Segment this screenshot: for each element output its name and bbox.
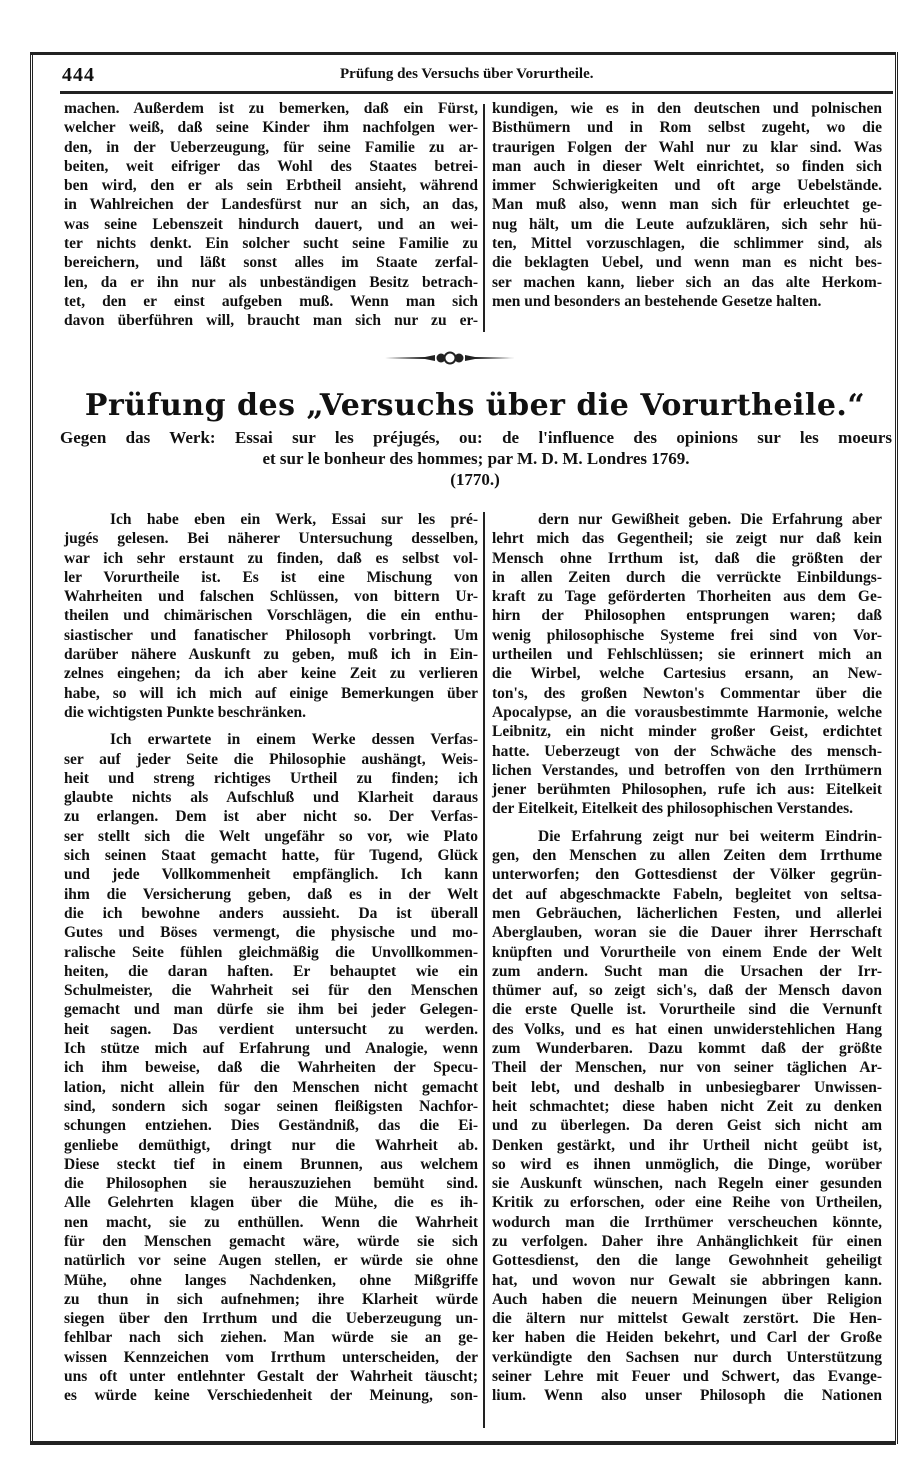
text-line: den, in der Ueberzeugung, für seine Familie zu ar-: [64, 138, 478, 156]
body-right-column: [492, 510, 882, 1406]
text-line: so wird es ihnen unmöglich, die Dinge, worüber: [492, 1155, 882, 1173]
article-subtitle-line1: Gegen das Werk: Essai sur les préjugés, ou: de l'influence des opinions sur les moeurs: [60, 428, 892, 447]
text-line: lation, nicht allein für den Menschen nicht gemacht: [64, 1078, 478, 1096]
text-line: Mensch ohne Irrthum ist, daß die größten der: [492, 549, 882, 567]
text-line: zu erlangen. Dem ist aber nicht so. Der Verfas-: [64, 808, 478, 826]
text-line: in allen Zeiten durch die verrückte Einbildungs-: [492, 568, 882, 586]
paragraph-gap: [64, 722, 478, 730]
top-left-column: [64, 99, 478, 331]
page-number: 444: [62, 64, 95, 86]
text-line: Schulmeister, die Wahrheit sei für den Menschen: [64, 982, 478, 1000]
text-line: und zu überlegen. Da deren Geist sich nicht am: [492, 1117, 882, 1135]
text-line: Ich habe eben ein Werk, Essai sur les pré-: [110, 511, 478, 528]
text-line: lium. Wenn also unser Philosoph die Nationen: [492, 1387, 882, 1405]
text-line: die ältern nur mittelst Gewalt zerstört. Die Hen-: [492, 1310, 882, 1328]
text-line: ihm die Versicherung geben, daß es in der Welt: [64, 885, 478, 903]
header-rule: [60, 91, 893, 94]
text-line: Wahrheiten und falschen Schlüssen, von bittern Ur-: [64, 588, 478, 606]
text-line: verkündigte den Sachsen nur durch Unterstützung: [492, 1348, 882, 1366]
text-line: Ich stütze mich auf Erfahrung und Analogie, wenn: [64, 1040, 478, 1058]
text-line: kundigen, wie es in den deutschen und polnischen: [492, 100, 882, 117]
text-line: ter nichts denkt. Ein solcher sucht seine Familie zu: [64, 235, 478, 253]
text-line: ser machen kann, lieber sich an das alte Herkom-: [492, 273, 882, 291]
text-line: immer Schwierigkeiten und oft arge Uebelstände.: [492, 177, 882, 195]
text-line: die ich bewohne anders aussieht. Da ist überall: [64, 904, 478, 922]
text-line: Man muß also, wenn man sich für erleuchtet ge-: [492, 196, 882, 214]
text-line: dern nur Gewißheit geben. Die Erfahrung aber: [538, 511, 882, 528]
text-line: jugés gelesen. Bei näherer Untersuchung desselben,: [64, 530, 478, 548]
text-line: beiten, weit eifriger das Wohl des Staates betrei-: [64, 157, 478, 175]
text-line: heit und streng richtiges Urtheil zu finden; ich: [64, 769, 478, 787]
text-line: nen macht, sie zu enthüllen. Wenn die Wahrheit: [64, 1213, 478, 1231]
text-line: hirn der Philosophen entsprungen waren; daß: [492, 607, 882, 625]
text-line: in Wahlreichen der Landesfürst nur an sich, an das,: [64, 196, 478, 214]
text-line: davon überführen will, braucht man sich nur zu er-: [64, 312, 478, 330]
text-line: ler Vorurtheile ist. Es ist eine Mischung von: [64, 568, 478, 586]
text-line: urtheilen und Fehlschlüssen; sie erinnert mich an: [492, 646, 882, 664]
text-line: machen. Außerdem ist zu bemerken, daß ein Fürst,: [64, 100, 478, 117]
top-rule: [30, 52, 896, 55]
column-divider: [483, 104, 485, 332]
text-line: men und besonders an bestehende Gesetze halten.: [492, 292, 822, 310]
text-line: ton's, des großen Newton's Commentar über die: [492, 684, 882, 702]
text-line: ser auf jeder Seite die Philosophie aushängt, Weis-: [64, 750, 478, 768]
text-line: schungen entziehen. Dies Geständniß, das die Ei-: [64, 1117, 478, 1135]
text-line: die beklagten Uebel, und wenn man es nicht bes-: [492, 254, 882, 272]
text-line: Gottesdienst, den die lange Gewohnheit geheiligt: [492, 1252, 882, 1270]
text-line: heit sagen. Das verdient untersucht zu werden.: [64, 1020, 478, 1038]
text-line: theilen und chimärischen Vorschlägen, die ein enthu-: [64, 607, 478, 625]
text-line: nug hält, um die Leute aufzuklären, sich sehr hü-: [492, 215, 882, 233]
text-line: heit schmachtet; diese haben nicht Zeit zu denken: [492, 1097, 882, 1115]
text-line: zelnes eingehen; da ich aber keine Zeit zu verlieren: [64, 665, 478, 683]
text-line: hat, und wovon nur Gewalt sie abbringen kann.: [492, 1271, 882, 1289]
text-line: sich seinen Staat gemacht hatte, für Tugend, Glück: [64, 847, 478, 865]
text-line: welcher weiß, daß seine Kinder ihm nachfolgen wer-: [64, 119, 478, 137]
text-line: Die Erfahrung zeigt nur bei weiterm Eindrin-: [538, 827, 882, 845]
text-line: heiten, die daran haften. Er behauptet wie ein: [64, 962, 478, 980]
text-line: siastischer und fanatischer Philosoph vorbringt. Um: [64, 626, 478, 644]
text-line: war ich sehr erstaunt zu finden, daß es selbst vol-: [64, 549, 478, 567]
text-line: darüber nähere Auskunft zu geben, muß ich in Ein-: [64, 646, 478, 664]
text-line: ben wird, den er als sein Erbtheil ansieht, während: [64, 177, 478, 195]
text-line: bereichern, und läßt sonst alles im Staate zerfal-: [64, 254, 478, 272]
article-year: (1770.): [450, 470, 500, 489]
text-line: der Eitelkeit, Eitelkeit des philosophischen Verstandes.: [492, 800, 853, 818]
text-line: knüpften und Vorurtheile von einem Ende der Welt: [492, 943, 882, 961]
text-line: uns oft unter entlehnter Gestalt der Wahrheit täuscht;: [64, 1368, 478, 1386]
text-line: zu thun in sich aufnehmen; ihre Klarheit würde: [64, 1290, 478, 1308]
text-line: und jede Vollkommenheit empfänglich. Ich kann: [64, 866, 478, 884]
text-line: die wichtigsten Punkte beschränken.: [64, 703, 306, 721]
text-line: gen, den Menschen zu allen Zeiten dem Irrthume: [492, 847, 882, 865]
text-line: det auf abgeschmackte Fabeln, begleitet von seltsa-: [492, 885, 882, 903]
text-line: ich ihm beweise, daß die Wahrheiten der Specu-: [64, 1059, 478, 1077]
text-line: Alle Gelehrten klagen über die Mühe, die es ih-: [64, 1194, 478, 1212]
text-line: genliebe demüthigt, dringt nur die Wahrheit ab.: [64, 1136, 478, 1154]
text-line: Bisthümern und in Rom selbst zugeht, wo die: [492, 119, 882, 137]
text-line: ten, Mittel vorzuschlagen, die schlimmer sind, als: [492, 235, 882, 253]
text-line: wenig philosophische Systeme frei sind von Vor-: [492, 626, 882, 644]
text-line: unterworfen; den Gottesdienst der Völker gegrün-: [492, 866, 882, 884]
text-line: natürlich vor seine Augen stellen, er würde sie ohne: [64, 1252, 478, 1270]
text-line: seiner Lehre mit Feuer und Schwert, das Evange-: [492, 1368, 882, 1386]
text-line: die Wirbel, welche Cartesius ersann, an New-: [492, 665, 882, 683]
running-title: Prüfung des Versuchs über Vorurtheile.: [340, 66, 594, 82]
text-line: wissen Kennzeichen vom Irrthum unterscheiden, der: [64, 1348, 478, 1366]
text-line: lichen Verstandes, und betroffen von den Irrthümern: [492, 761, 882, 779]
text-line: Theil der Menschen, nur von seiner täglichen Ar-: [492, 1059, 882, 1077]
column-divider: [483, 512, 485, 1428]
text-line: len, da er ihn nur als unbeständigen Besitz betrach-: [64, 273, 478, 291]
text-line: men Gebräuchen, lächerlichen Festen, und allerlei: [492, 904, 882, 922]
text-line: was seine Lebenszeit hindurch dauert, und an wei-: [64, 215, 478, 233]
text-line: ralische Seite fühlen gleichmäßig die Unvollkommen-: [64, 943, 478, 961]
body-left-column: [64, 510, 478, 1406]
top-right-column: [492, 99, 882, 311]
paragraph-gap: [492, 819, 882, 827]
text-line: Gutes und Böses vermengt, die physische und mo-: [64, 924, 478, 942]
bottom-rule: [30, 1441, 896, 1445]
text-line: gemacht und man dürfe sie ihm bei jeder Gelegen-: [64, 1001, 478, 1019]
text-line: zum andern. Sucht man die Ursachen der Irr-: [492, 962, 882, 980]
text-line: Kritik zu erforschen, oder eine Reihe von Urtheilen,: [492, 1194, 882, 1212]
text-line: Auch haben die neuern Meinungen über Religion: [492, 1290, 882, 1308]
text-line: traurigen Folgen der Wahl nur zu klar sind. Was: [492, 138, 882, 156]
text-line: sind, sondern sich sogar seinen fleißigsten Nachfor-: [64, 1097, 478, 1115]
text-line: ker haben die Heiden bekehrt, und Carl der Große: [492, 1329, 882, 1347]
text-line: hatte. Ueberzeugt von der Schwäche des mensch-: [492, 742, 882, 760]
article-title: Prüfung des „Versuchs über die Vorurtheile.“: [84, 388, 866, 423]
text-line: kraft zu Tage geförderten Thorheiten aus dem Ge-: [492, 588, 882, 606]
text-line: Ich erwartete in einem Werke dessen Verfas-: [110, 731, 478, 749]
text-line: beit lebt, und deshalb in unbesiegbarer Unwissen-: [492, 1078, 882, 1096]
text-line: zum Wunderbaren. Dazu kommt daß der größte: [492, 1040, 882, 1058]
text-line: für den Menschen gemacht wäre, würde sie sich: [64, 1232, 478, 1250]
text-line: sie Auskunft wünschen, nach Regeln einer gesunden: [492, 1175, 882, 1193]
text-line: lehrt mich das Gegentheil; sie zeigt nur daß kein: [492, 530, 882, 548]
text-line: jener berühmten Philosophen, rufe ich aus: Eitelkeit: [492, 781, 882, 799]
text-line: habe, so will ich mich auf einige Bemerkungen über: [64, 684, 478, 702]
text-line: Apocalypse, an die vorausbestimmte Harmonie, welche: [492, 703, 882, 721]
text-line: Aberglauben, woran sie die Dauer ihrer Herrschaft: [492, 924, 882, 942]
text-line: es würde keine Verschiedenheit der Meinung, son-: [64, 1387, 478, 1405]
text-line: des Volks, und es hat einen unwiderstehlichen Hang: [492, 1020, 882, 1038]
text-line: glaubte nichts als Aufschluß und Klarheit daraus: [64, 789, 478, 807]
text-line: Leibnitz, ein nicht minder großer Geist, erdichtet: [492, 723, 882, 741]
article-subtitle-line2: et sur le bonheur des hommes; par M. D. M. Londres 1769.: [262, 449, 690, 468]
text-line: thümer auf, so zeigt sich's, daß der Mensch davon: [492, 982, 882, 1000]
text-line: ser stellt sich die Welt ungefähr so vor, wie Plato: [64, 827, 478, 845]
text-line: Mühe, ohne langes Nachdenken, ohne Mißgriffe: [64, 1271, 478, 1289]
text-line: tet, den er einst aufgeben muß. Wenn man sich: [64, 292, 478, 310]
text-line: man auch in dieser Welt einrichtet, so finden sich: [492, 157, 882, 175]
text-line: die Philosophen sie herauszuziehen bemüht sind.: [64, 1175, 478, 1193]
text-line: Diese steckt tief in einem Brunnen, aus welchem: [64, 1155, 478, 1173]
text-line: wodurch man die Irrthümer verscheuchen könnte,: [492, 1213, 882, 1231]
ornament-divider-icon: [385, 350, 515, 366]
text-line: zu verfolgen. Daher ihre Anhänglichkeit für einen: [492, 1232, 882, 1250]
text-line: siegen über den Irrthum und die Ueberzeugung un-: [64, 1310, 478, 1328]
text-line: die erste Quelle ist. Vorurtheile sind die Vernunft: [492, 1001, 882, 1019]
text-line: Denken gestärkt, und ihr Urtheil nicht geübt ist,: [492, 1136, 882, 1154]
text-line: fehlbar nach sich ziehen. Man würde sie an ge-: [64, 1329, 478, 1347]
